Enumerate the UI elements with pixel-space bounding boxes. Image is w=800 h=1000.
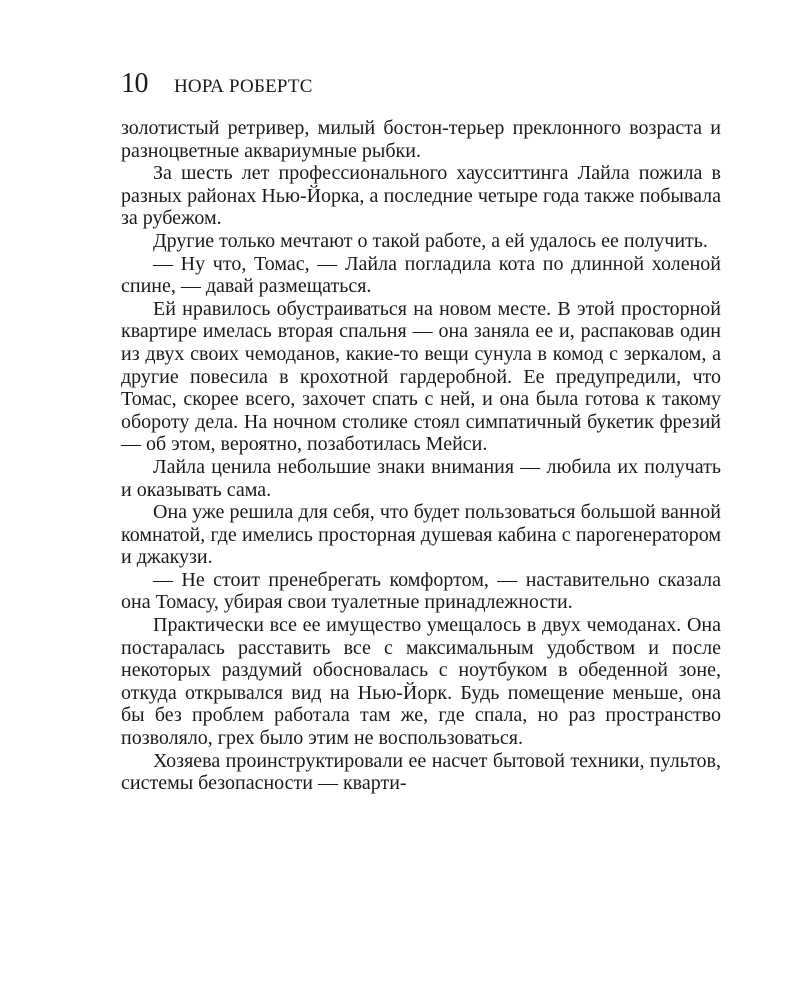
paragraph-9: Практически все ее имущество умещалось в двух чемоданах. Она постаралась расставить все с максимальным удобством и после некоторых раздумий обосновалась с ноутбуком в обеденной зоне, откуда открывался вид на Нью-Йорк. Будь помещение меньше, она бы без проблем работала там же, где спала, но раз пространство позволяло, грех было этим не воспользоваться. <box>121 614 721 750</box>
paragraph-10: Хозяева проинструктировали ее насчет бытовой техники, пультов, системы безопасности — кварти- <box>121 749 721 795</box>
paragraph-7: Она уже решила для себя, что будет пользоваться большой ванной комнатой, где имелись просторная душевая кабина с парогенератором и джакузи. <box>121 501 721 569</box>
body-text <box>121 117 721 795</box>
author-name: НОРА РОБЕРТС <box>174 76 313 97</box>
paragraph-2: За шесть лет профессионального хаусситтинга Лайла пожила в разных районах Нью-Йорка, а последние четыре года также побывала за рубежом. <box>121 162 721 230</box>
paragraph-8: — Не стоит пренебрегать комфортом, — наставительно сказала она Томасу, убирая свои туалетные принадлежности. <box>121 568 721 614</box>
paragraph-4: — Ну что, Томас, — Лайла погладила кота по длинной холеной спине, — давай размещаться. <box>121 252 721 298</box>
paragraph-3: Другие только мечтают о такой работе, а ей удалось ее получить. <box>153 229 708 252</box>
paragraph-5: Ей нравилось обустраиваться на новом месте. В этой просторной квартире имелась вторая спальня — она заняла ее и, распаковав один из двух своих чемоданов, какие-то вещи сунула в комод с зеркалом, а другие повесила в крохотной гардеробной. Ее предупредили, что Томас, скорее всего, захочет спать с ней, и она была готова к такому обороту дела. На ночном столике стоял симпатичный букетик фрезий — об этом, вероятно, позаботилась Мейси. <box>121 297 721 456</box>
paragraph-6: Лайла ценила небольшие знаки внимания — любила их получать и оказывать сама. <box>121 455 721 501</box>
page-number: 10 <box>121 68 148 99</box>
running-header <box>121 68 721 108</box>
book-page <box>121 68 721 795</box>
paragraph-1: золотистый ретривер, милый бостон-терьер преклонного возраста и разноцветные аквариумные рыбки. <box>121 117 721 162</box>
